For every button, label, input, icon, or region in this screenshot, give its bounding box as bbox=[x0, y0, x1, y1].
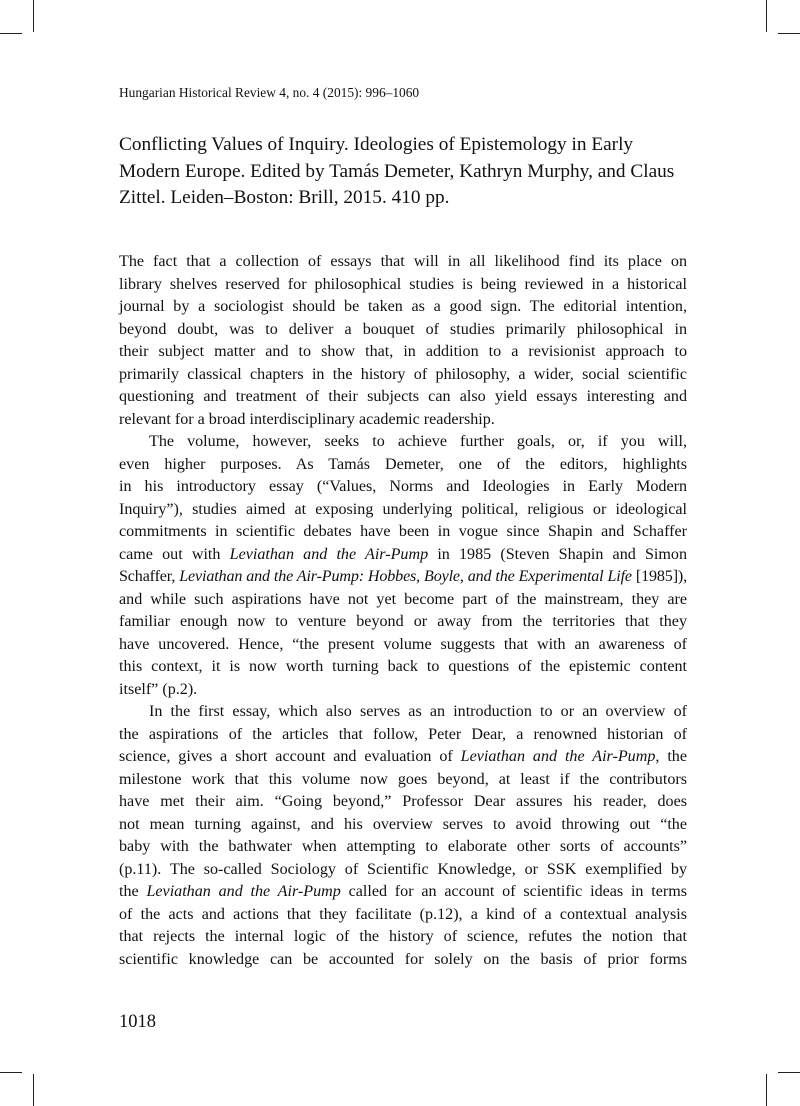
text-line bbox=[119, 881, 687, 904]
text-line: and while such aspirations have not yet become part of the mainstream, they are bbox=[119, 590, 687, 608]
review-title bbox=[119, 132, 699, 212]
paragraph-1 bbox=[119, 251, 687, 431]
title-line: Conflicting Values of Inquiry. Ideologies of Epistemology in Early bbox=[119, 134, 634, 155]
text-run: , the bbox=[655, 748, 687, 765]
text-line: (p.11). The so-called Sociology of Scientific Knowledge, or SSK exemplified by bbox=[119, 860, 687, 878]
text-line: library shelves reserved for philosophical studies is being reviewed in a historical bbox=[119, 275, 687, 293]
crop-mark bbox=[778, 1072, 800, 1073]
text-line: have met their aim. “Going beyond,” Professor Dear assures his reader, does bbox=[119, 793, 687, 810]
crop-mark bbox=[0, 33, 22, 34]
text-line: journal by a sociologist should be taken as a good sign. The editorial intention, bbox=[119, 298, 687, 315]
text-line: not mean turning against, and his overview serves to avoid throwing out “the bbox=[119, 815, 687, 833]
page-number: 1018 bbox=[119, 1012, 156, 1032]
title-line: Modern Europe. Edited by Tamás Demeter, Kathryn Murphy, and Claus bbox=[119, 160, 675, 182]
crop-mark bbox=[778, 33, 800, 34]
text-line: scientific knowledge can be accounted for solely on the basis of prior forms bbox=[119, 950, 687, 968]
text-line bbox=[119, 566, 687, 589]
text-line: that rejects the internal logic of the history of science, refutes the notion that bbox=[119, 928, 687, 945]
text-line: The volume, however, seeks to achieve further goals, or, if you will, bbox=[149, 433, 687, 450]
text-line: the aspirations of the articles that follow, Peter Dear, a renowned historian of bbox=[119, 725, 687, 743]
italic-book-title: Leviathan and the Air-Pump bbox=[460, 748, 656, 765]
text-run: science, gives a short account and evaluation of bbox=[119, 748, 461, 765]
text-line: milestone work that this volume now goes beyond, at least if the contributors bbox=[119, 770, 687, 788]
text-run: in 1985 (Steven Shapin and Simon bbox=[428, 545, 687, 563]
text-line: The fact that a collection of essays that will in all likelihood find its place on bbox=[119, 253, 687, 270]
text-line: even higher purposes. As Tamás Demeter, one of the editors, highlights bbox=[119, 455, 687, 473]
text-run: came out with bbox=[119, 545, 230, 563]
italic-book-title: Leviathan and the Air-Pump bbox=[146, 883, 341, 900]
text-line: have uncovered. Hence, “the present volume suggests that with an awareness of bbox=[119, 635, 687, 653]
text-line: their subject matter and to show that, in addition to a revisionist approach to bbox=[119, 343, 687, 360]
running-header: Hungarian Historical Review 4, no. 4 (2015): 996–1060 bbox=[119, 85, 420, 100]
text-line: Inquiry”), studies aimed at exposing underlying political, religious or ideological bbox=[119, 500, 687, 518]
text-run: Schaffer, bbox=[119, 568, 180, 585]
text-line: of the acts and actions that they facilitate (p.12), a kind of a contextual analysis bbox=[119, 905, 687, 923]
review-body bbox=[119, 251, 687, 971]
crop-mark bbox=[33, 1074, 34, 1106]
text-line: this context, it is now worth turning back to questions of the epistemic content bbox=[119, 658, 687, 675]
text-line: itself” (p.2). bbox=[119, 680, 198, 698]
text-line: relevant for a broad interdisciplinary academic readership. bbox=[119, 410, 495, 428]
italic-book-title: Leviathan and the Air-Pump: Hobbes, Boyle, and the Experimental Life bbox=[179, 568, 632, 585]
paragraph-3 bbox=[119, 701, 687, 971]
text-line: baby with the bathwater when attempting to elaborate other sorts of accounts” bbox=[119, 838, 687, 855]
text-run: called for an account of scientific ideas in terms bbox=[340, 883, 688, 900]
paragraph-2 bbox=[119, 431, 687, 701]
text-line: In the first essay, which also serves as an introduction to or an overview of bbox=[149, 703, 687, 720]
text-line: primarily classical chapters in the history of philosophy, a wider, social scientific bbox=[119, 365, 687, 383]
text-line bbox=[119, 746, 687, 769]
crop-mark bbox=[766, 1074, 767, 1106]
text-line: familiar enough now to venture beyond or away from the territories that they bbox=[119, 613, 687, 630]
italic-book-title: Leviathan and the Air-Pump bbox=[229, 545, 429, 563]
crop-mark bbox=[766, 0, 767, 32]
text-line bbox=[119, 544, 687, 567]
text-line: in his introductory essay (“Values, Norms and Ideologies in Early Modern bbox=[119, 478, 687, 495]
text-line: questioning and treatment of their subjects can also yield essays interesting and bbox=[119, 388, 687, 405]
text-run: [1985]), bbox=[631, 568, 687, 585]
text-line: beyond doubt, was to deliver a bouquet of studies primarily philosophical in bbox=[119, 320, 687, 338]
crop-mark bbox=[0, 1072, 22, 1073]
text-run: the bbox=[119, 883, 147, 900]
title-line: Zittel. Leiden–Boston: Brill, 2015. 410 pp. bbox=[119, 187, 450, 208]
crop-mark bbox=[33, 0, 34, 32]
text-line: commitments in scientific debates have been in vogue since Shapin and Schaffer bbox=[119, 523, 687, 540]
